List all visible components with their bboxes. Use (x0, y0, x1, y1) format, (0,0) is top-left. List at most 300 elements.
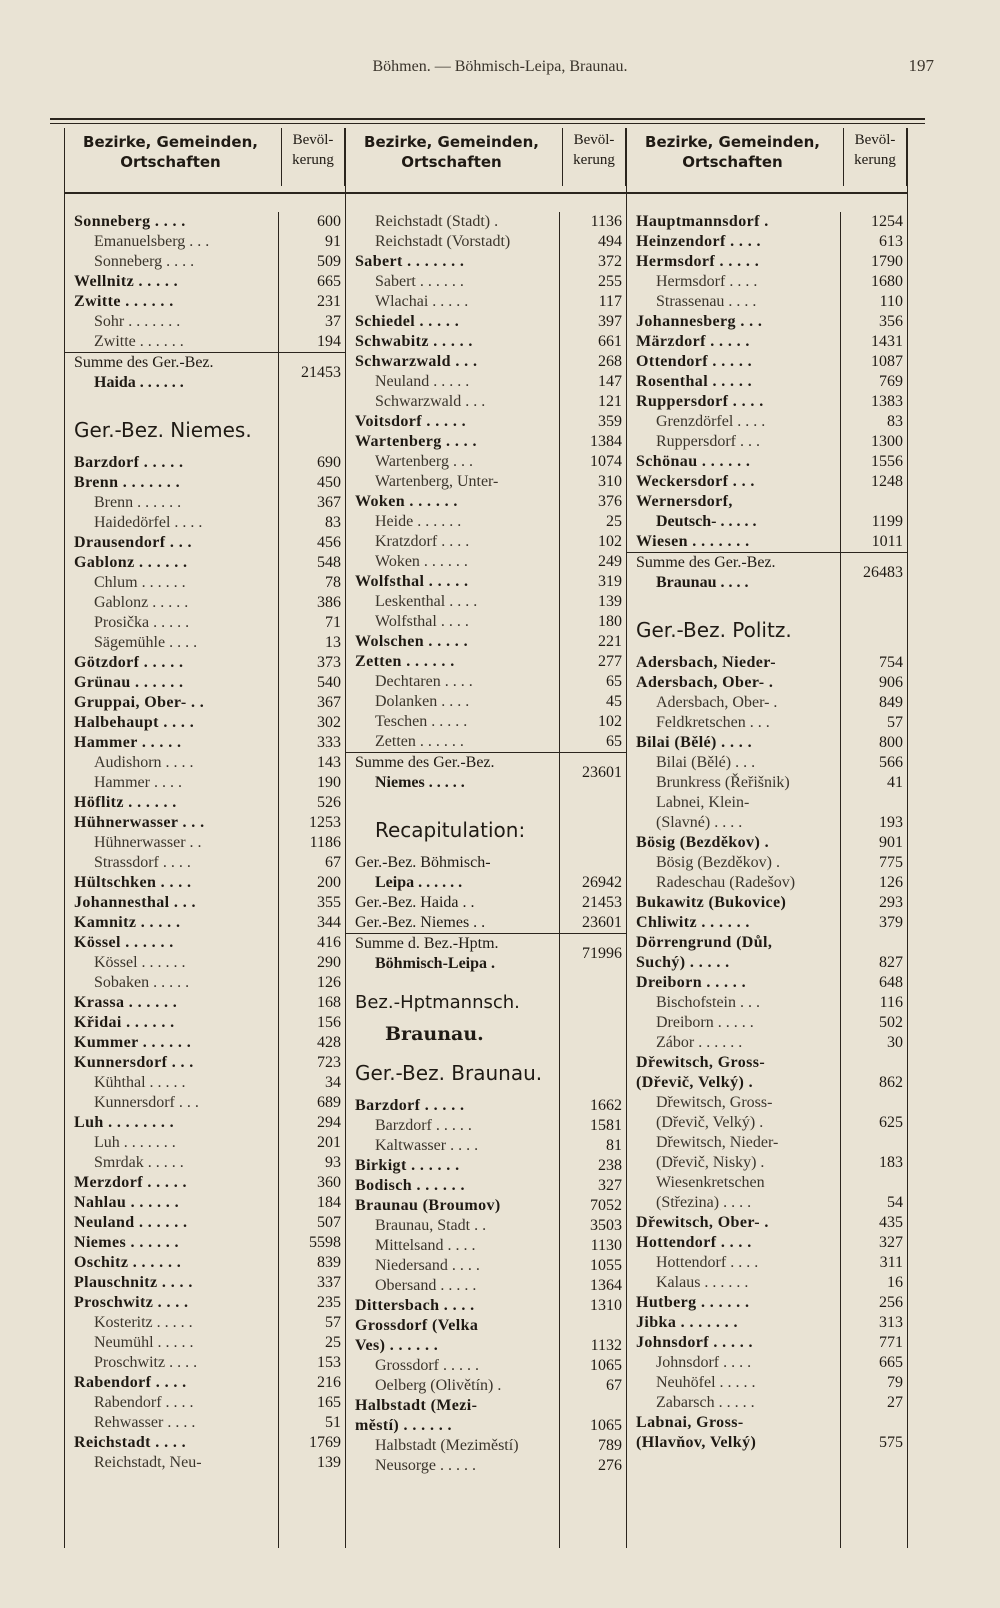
gemeinde-row (626, 352, 907, 372)
gemeinde-row (626, 673, 907, 693)
place-name: Barzdorf . . . . . (355, 1097, 465, 1114)
gemeinde-row (64, 813, 345, 833)
sum-label-line1: Summe des Ger.-Bez. (74, 354, 214, 371)
place-name: Wartenberg . . . (375, 453, 473, 470)
ortschaft-row (64, 853, 345, 873)
gemeinde-row (64, 1173, 345, 1193)
population-value: 201 (317, 1134, 341, 1151)
ortschaft-row (626, 412, 907, 432)
population-value: 23601 (582, 914, 622, 931)
population-value: 30 (887, 1034, 903, 1051)
ortschaft-row (64, 513, 345, 533)
ortschaft-row (626, 713, 907, 733)
place-name: Dřewitsch, Nieder- (Dřevič, Nisky) . (656, 1134, 779, 1171)
population-value: 360 (317, 1174, 341, 1191)
population-value: 1065 (590, 1357, 622, 1374)
ortschaft-row (64, 613, 345, 633)
population-value: 1186 (309, 834, 341, 851)
population-value: 183 (879, 1154, 903, 1171)
population-value: 57 (325, 1314, 341, 1331)
gemeinde-row (64, 1293, 345, 1313)
sum-label (355, 753, 554, 793)
column-body (626, 212, 907, 1453)
place-name: Plauschnitz . . . . (74, 1274, 193, 1291)
gemeinde-row (626, 492, 907, 512)
place-name: Ottendorf . . . . . (636, 353, 753, 370)
ortschaft-row (626, 1253, 907, 1273)
gemeinde-row (345, 1396, 626, 1436)
ortschaft-row (345, 1116, 626, 1136)
population-value: 327 (879, 1234, 903, 1251)
population-value: 21453 (582, 894, 622, 911)
gemeinde-row (626, 1213, 907, 1233)
gemeinde-row (64, 933, 345, 953)
gemeinde-row (64, 453, 345, 473)
population-value: 27 (887, 1394, 903, 1411)
gemeinde-row (64, 893, 345, 913)
population-value: 502 (879, 1014, 903, 1031)
population-value: 45 (606, 693, 622, 710)
place-name: Drausendorf . . . (74, 534, 192, 551)
place-name: Obersand . . . . . (375, 1277, 477, 1294)
population-value: 139 (598, 593, 622, 610)
page-number: 197 (908, 56, 934, 75)
place-name: Sobaken . . . . . (94, 974, 190, 991)
gemeinde-row (345, 1096, 626, 1116)
ortschaft-row (64, 953, 345, 973)
place-name: Wellnitz . . . . . (74, 273, 179, 290)
population-value: 256 (879, 1294, 903, 1311)
sum-label (74, 353, 273, 393)
ortschaft-row (626, 1353, 907, 1373)
column-header-name: Bezirke, Gemeinden, Ortschaften (364, 133, 539, 171)
place-name: Heide . . . . . . (375, 513, 462, 530)
population-value: 775 (879, 854, 903, 871)
population-value: 180 (598, 613, 622, 630)
population-value: 93 (325, 1154, 341, 1171)
gemeinde-row (345, 432, 626, 452)
place-name: Rabendorf . . . . (74, 1374, 187, 1391)
place-name: Adersbach, Ober- . (636, 674, 774, 691)
population-value: 1132 (590, 1337, 622, 1354)
sum-label-line1: Summe d. Bez.-Hptm. (355, 935, 499, 952)
column-header-name: Bezirke, Gemeinden, Ortschaften (83, 133, 258, 171)
population-value: 78 (325, 574, 341, 591)
running-head (0, 58, 1000, 82)
place-name: Barzdorf . . . . . (375, 1117, 472, 1134)
gemeinde-row (64, 1233, 345, 1253)
place-name: Schiedel . . . . . (355, 313, 460, 330)
place-name: Oschitz . . . . . . (74, 1254, 182, 1271)
population-value: 3503 (590, 1217, 622, 1234)
place-name: Rabendorf . . . . (94, 1394, 194, 1411)
population-value: 221 (598, 633, 622, 650)
place-name: Gruppai, Ober- . . (74, 694, 205, 711)
recapitulation-heading: Recapitulation: (375, 818, 526, 842)
ortschaft-row (626, 993, 907, 1013)
place-name: Gablonz . . . . . (94, 594, 189, 611)
population-value: 625 (879, 1114, 903, 1131)
place-name: Hutberg . . . . . . (636, 1294, 750, 1311)
place-name: Neuhöfel . . . . . (656, 1374, 756, 1391)
gemeinde-row (345, 1316, 626, 1356)
place-name: Braunau (Broumov) (355, 1197, 501, 1214)
ortschaft-row (64, 973, 345, 993)
population-value: 1055 (590, 1257, 622, 1274)
gemeinde-row (626, 472, 907, 492)
gemeinde-row (626, 1053, 907, 1093)
population-value: 355 (317, 894, 341, 911)
place-name: Hottendorf . . . . (636, 1234, 752, 1251)
population-value: 613 (879, 233, 903, 250)
place-name: Kunnersdorf . . . (74, 1054, 194, 1071)
population-value: 526 (317, 794, 341, 811)
place-name: Johnsdorf . . . . (656, 1354, 752, 1371)
place-name: Proschwitz . . . . (94, 1354, 198, 1371)
ortschaft-row (64, 573, 345, 593)
sum-label (636, 553, 835, 593)
population-value: 575 (879, 1434, 903, 1451)
sum-value: 71996 (582, 945, 622, 962)
ortschaft-row (64, 332, 345, 352)
place-name: Neusorge . . . . . (375, 1457, 477, 1474)
population-value: 102 (598, 713, 622, 730)
population-value: 769 (879, 373, 903, 390)
population-value: 690 (317, 454, 341, 471)
gemeinde-row (345, 492, 626, 512)
gemeinde-row (626, 893, 907, 913)
place-name: Ger.-Bez. Niemes . . (355, 914, 486, 931)
population-value: 1253 (309, 814, 341, 831)
population-value: 294 (317, 1114, 341, 1131)
ortschaft-row (345, 512, 626, 532)
ortschaft-row (626, 693, 907, 713)
population-value: 548 (317, 554, 341, 571)
population-value: 1310 (590, 1297, 622, 1314)
ortschaft-row (345, 732, 626, 752)
gemeinde-row (626, 1233, 907, 1253)
place-name: Brunkress (Řeřišnik) (656, 774, 790, 791)
population-value: 456 (317, 534, 341, 551)
population-value: 754 (879, 654, 903, 671)
ortschaft-row (64, 833, 345, 853)
place-name: Niedersand . . . . (375, 1257, 480, 1274)
ortschaft-row (626, 1093, 907, 1133)
place-name: Götzdorf . . . . . (74, 654, 184, 671)
ortschaft-row (626, 512, 907, 532)
ortschaft-row (345, 672, 626, 692)
place-name: Hammer . . . . . (74, 734, 182, 751)
place-name: Chlum . . . . . . (94, 574, 186, 591)
population-value: 1199 (871, 513, 903, 530)
ortschaft-row (626, 292, 907, 312)
place-name: Bilai (Bělé) . . . (656, 754, 756, 771)
gemeinde-row (64, 1273, 345, 1293)
gemeinde-row (626, 212, 907, 232)
place-name: Reichstadt (Stadt) . (375, 213, 499, 230)
ortschaft-row (345, 212, 626, 232)
population-value: 249 (598, 553, 622, 570)
district-sum-row (64, 352, 345, 393)
place-name: Johannesberg . . . (636, 313, 763, 330)
column-middle (345, 128, 626, 1528)
place-name: Adersbach, Ober- . (656, 694, 778, 711)
population-value: 255 (598, 273, 622, 290)
place-name: Barzdorf . . . . . (74, 454, 184, 471)
gemeinde-row (345, 412, 626, 432)
ortschaft-row (345, 592, 626, 612)
place-name: Dreiborn . . . . . (656, 1014, 754, 1031)
section-heading: Ger.-Bez. Politz. (636, 618, 792, 642)
place-name: Strassdorf . . . . (94, 854, 191, 871)
gemeinde-row (64, 653, 345, 673)
place-name: Smrdak . . . . . (94, 1154, 184, 1171)
ortschaft-row (345, 1456, 626, 1476)
ortschaft-row (345, 1356, 626, 1376)
ortschaft-row (64, 1313, 345, 1333)
place-name: Hühnerwasser . . (94, 834, 202, 851)
gemeinde-row (64, 793, 345, 813)
place-name: Dřewitsch, Gross- (Dřevič, Velký) . (656, 1094, 773, 1131)
place-name: Ger.-Bez. Haida . . (355, 894, 475, 911)
gemeinde-row (345, 332, 626, 352)
column-right (626, 128, 907, 1528)
gemeinde-row (64, 913, 345, 933)
running-title: Böhmen. — Böhmisch-Leipa, Braunau. (372, 58, 628, 75)
sum-value: 23601 (582, 764, 622, 781)
population-value: 359 (598, 413, 622, 430)
gemeinde-row (626, 532, 907, 552)
population-value: 238 (598, 1157, 622, 1174)
sum-label-line1: Summe des Ger.-Bez. (636, 554, 776, 571)
population-value: 333 (317, 734, 341, 751)
sum-value: 26483 (863, 564, 903, 581)
place-name: Dittersbach . . . . (355, 1297, 475, 1314)
ortschaft-row (64, 312, 345, 332)
population-value: 428 (317, 1034, 341, 1051)
population-value: 184 (317, 1194, 341, 1211)
ortschaft-row (626, 873, 907, 893)
place-name: Rehwasser . . . . (94, 1414, 196, 1431)
population-value: 25 (325, 1334, 341, 1351)
gemeinde-row (626, 973, 907, 993)
gemeinde-row (345, 632, 626, 652)
place-name: Sägemühle . . . . (94, 634, 198, 651)
column-left (64, 128, 345, 1528)
place-name: Kosteritz . . . . . (94, 1314, 193, 1331)
column-header (64, 128, 345, 190)
place-name: Dřewitsch, Ober- . (636, 1214, 769, 1231)
place-name: Hermsdorf . . . . (656, 273, 758, 290)
ortschaft-row (345, 612, 626, 632)
place-name: Nahlau . . . . . . (74, 1194, 179, 1211)
place-name: Bilai (Bělé) . . . . (636, 734, 752, 751)
place-name: Neuland . . . . . (375, 373, 470, 390)
population-value: 126 (317, 974, 341, 991)
place-name: Luh . . . . . . . . (74, 1114, 175, 1131)
ortschaft-row (345, 893, 626, 913)
gemeinde-row (64, 1193, 345, 1213)
ortschaft-row (64, 1093, 345, 1113)
column-header-population: Bevöl- kerung (843, 128, 907, 186)
place-name: Hammer . . . . (94, 774, 182, 791)
ortschaft-row (626, 793, 907, 833)
gemeinde-row (626, 372, 907, 392)
population-value: 1364 (590, 1277, 622, 1294)
ortschaft-row (64, 1153, 345, 1173)
population-value: 397 (598, 313, 622, 330)
population-value: 81 (606, 1137, 622, 1154)
place-name: Teschen . . . . . (375, 713, 468, 730)
gemeinde-row (626, 913, 907, 933)
place-name: Birkigt . . . . . . (355, 1157, 460, 1174)
population-value: 67 (606, 1377, 622, 1394)
population-value: 494 (598, 233, 622, 250)
gemeinde-row (64, 272, 345, 292)
ortschaft-row (345, 1276, 626, 1296)
gemeinde-row (626, 252, 907, 272)
place-name: Zetten . . . . . . (355, 653, 455, 670)
place-name: Wiesen . . . . . . . (636, 533, 750, 550)
population-value: 1011 (871, 533, 903, 550)
ortschaft-row (345, 232, 626, 252)
population-value: 665 (317, 273, 341, 290)
population-value: 25 (606, 513, 622, 530)
gemeinde-row (345, 312, 626, 332)
place-name: Kössel . . . . . . (74, 934, 174, 951)
population-value: 839 (317, 1254, 341, 1271)
place-name: Sohr . . . . . . . (94, 313, 181, 330)
ortschaft-row (626, 1033, 907, 1053)
place-name: Wartenberg . . . . (355, 433, 477, 450)
population-value: 1431 (871, 333, 903, 350)
place-name: Gablonz . . . . . . (74, 554, 188, 571)
gemeinde-row (345, 1176, 626, 1196)
population-value: 83 (325, 514, 341, 531)
sum-label-line2: Niemes . . . . . (375, 774, 465, 791)
gemeinde-row (626, 1333, 907, 1353)
ortschaft-row (345, 452, 626, 472)
place-name: Kratzdorf . . . . (375, 533, 470, 550)
place-name: Chliwitz . . . . . . (636, 914, 750, 931)
place-name: Wernersdorf, (636, 493, 733, 510)
population-divider (840, 212, 841, 1548)
ortschaft-row (626, 272, 907, 292)
place-name: Woken . . . . . . (355, 493, 458, 510)
gemeinde-row (626, 1313, 907, 1333)
place-name: Bischofstein . . . (656, 994, 760, 1011)
population-value: 79 (887, 1374, 903, 1391)
ortschaft-row (345, 1236, 626, 1256)
population-value: 661 (598, 333, 622, 350)
place-name: Voitsdorf . . . . . (355, 413, 467, 430)
population-value: 110 (879, 293, 903, 310)
place-name: Grossdorf . . . . . (375, 1357, 479, 1374)
gemeinde-row (345, 1296, 626, 1316)
population-value: 67 (325, 854, 341, 871)
population-value: 367 (317, 494, 341, 511)
ortschaft-row (345, 272, 626, 292)
population-value: 117 (598, 293, 622, 310)
population-value: 723 (317, 1054, 341, 1071)
population-value: 1065 (590, 1417, 622, 1434)
place-name: Hottendorf . . . . (656, 1254, 759, 1271)
population-value: 1790 (871, 253, 903, 270)
population-value: 376 (598, 493, 622, 510)
population-value: 344 (317, 914, 341, 931)
place-name: Bösig (Bezděkov) . (636, 834, 769, 851)
population-value: 689 (317, 1094, 341, 1111)
sum-label-line2: Haida . . . . . . (94, 374, 184, 391)
column-divider (907, 128, 908, 1548)
gemeinde-row (345, 352, 626, 372)
column-header-population: Bevöl- kerung (281, 128, 345, 186)
place-name: Haidedörfel . . . . (94, 514, 203, 531)
place-name: Dřewitsch, Gross- (Dřevič, Velký) . (636, 1054, 766, 1091)
population-value: 65 (606, 673, 622, 690)
place-name: Jibka . . . . . . . (636, 1314, 738, 1331)
place-name: Leipa . . . . . . (375, 874, 463, 891)
population-value: 827 (879, 954, 903, 971)
ortschaft-row (626, 432, 907, 452)
place-name: Bodisch . . . . . . (355, 1177, 465, 1194)
gemeinde-row (64, 1033, 345, 1053)
population-value: 1662 (590, 1097, 622, 1114)
ortschaft-row (64, 1413, 345, 1433)
place-name: Krassa . . . . . . (74, 994, 178, 1011)
population-value: 276 (598, 1457, 622, 1474)
ortschaft-row (64, 633, 345, 653)
column-header-population: Bevöl- kerung (562, 128, 626, 186)
column-body (64, 212, 345, 1473)
population-value: 7052 (590, 1197, 622, 1214)
place-name: Merzdorf . . . . . (74, 1174, 187, 1191)
ortschaft-row (626, 1133, 907, 1173)
population-value: 168 (317, 994, 341, 1011)
gemeinde-row (64, 212, 345, 232)
place-name: Reichstadt (Vorstadt) (375, 233, 511, 250)
place-name: Zwitte . . . . . . (74, 293, 174, 310)
gemeinde-row (64, 1053, 345, 1073)
ortschaft-row (626, 753, 907, 773)
top-rule (50, 118, 925, 120)
population-value: 789 (598, 1437, 622, 1454)
population-value: 165 (317, 1394, 341, 1411)
gemeinde-row (64, 1113, 345, 1133)
place-name: Rosenthal . . . . . (636, 373, 753, 390)
ortschaft-row (345, 712, 626, 732)
ortschaft-row (345, 692, 626, 712)
section-heading: Ger.-Bez. Braunau. (355, 1061, 543, 1085)
place-name: Braunau, Stadt . . (375, 1217, 487, 1234)
ortschaft-row (345, 532, 626, 552)
ortschaft-row (345, 1256, 626, 1276)
spacer (345, 793, 626, 807)
place-name: Bösig (Bezděkov) . (656, 854, 780, 871)
population-value: 600 (317, 213, 341, 230)
population-value: 435 (879, 1214, 903, 1231)
place-name: Grenzdörfel . . . . (656, 413, 766, 430)
gemeinde-row (64, 1433, 345, 1453)
population-value: 216 (317, 1374, 341, 1391)
population-value: 37 (325, 313, 341, 330)
population-value: 153 (317, 1354, 341, 1371)
place-name: Reichstadt . . . . (74, 1434, 187, 1451)
place-name: Sabert . . . . . . . (355, 253, 465, 270)
district-sum-row (626, 552, 907, 593)
population-value: 906 (879, 674, 903, 691)
place-name: Weckersdorf . . . (636, 473, 755, 490)
